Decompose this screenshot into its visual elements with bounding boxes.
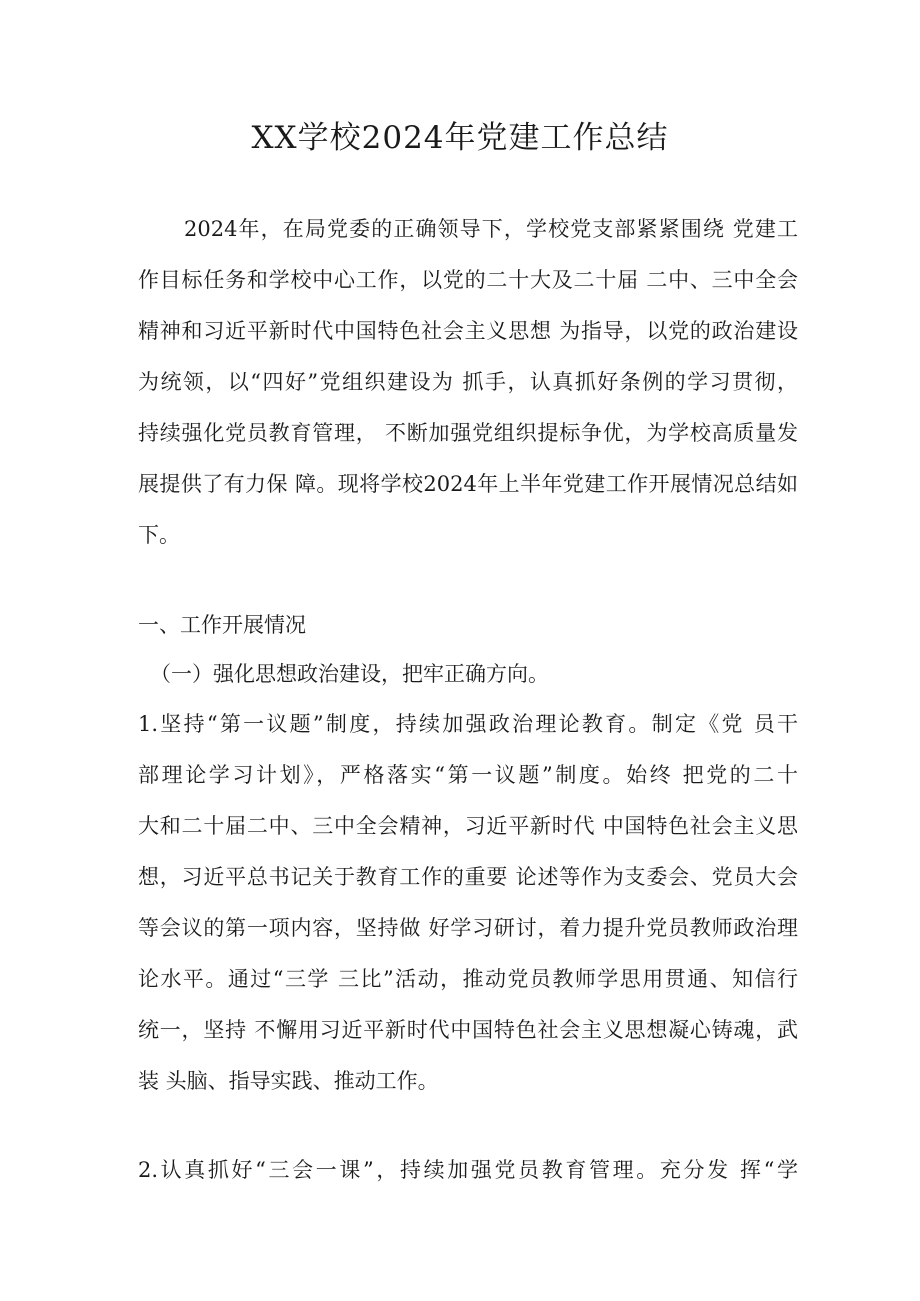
intro-line: 作目标任务和学校中心工作，以党的二十大及二十届 二中、三中全会: [138, 268, 798, 292]
item-one-line: 论水平。通过“三学 三比”活动，推动党员教师学思用贯通、知信行: [138, 967, 798, 991]
intro-line: 下。: [138, 523, 180, 547]
section-heading: 一、工作开展情况: [138, 613, 306, 637]
intro-line: 精神和习近平新时代中国特色社会主义思想 为指导，以党的政治建设: [138, 319, 798, 343]
item-one-line: 装 头脑、指导实践、推动工作。: [138, 1069, 439, 1093]
intro-line: 展提供了有力保 障。现将学校2024年上半年党建工作开展情况总结如: [138, 472, 798, 496]
item-one-line: 等会议的第一项内容，坚持做 好学习研讨，着力提升党员教师政治理: [138, 916, 798, 940]
item-one-line: 想，习近平总书记关于教育工作的重要 论述等作为支委会、党员大会: [138, 865, 798, 889]
subsection-heading: （一）强化思想政治建设，把牢正确方向。: [150, 662, 549, 686]
document-title: XX学校2024年党建工作总结: [251, 120, 669, 156]
item-one-line: 1.坚持“第一议题”制度，持续加强政治理论教育。制定《党 员干: [138, 712, 798, 736]
item-one-line: 大和二十届二中、三中全会精神，习近平新时代 中国特色社会主义思: [138, 814, 798, 838]
intro-line: 持续强化党员教育管理， 不断加强党组织提标争优，为学校高质量发: [138, 421, 798, 445]
item-one-line: 统一，坚持 不懈用习近平新时代中国特色社会主义思想凝心铸魂，武: [138, 1018, 798, 1042]
item-one-line: 部理论学习计划》，严格落实“第一议题”制度。始终 把党的二十: [138, 763, 798, 787]
intro-line: 为统领，以“四好”党组织建设为 抓手，认真抓好条例的学习贯彻，: [138, 370, 798, 394]
intro-line: 2024年，在局党委的正确领导下，学校党支部紧紧围绕 党建工: [184, 217, 798, 241]
item-two-line: 2.认真抓好“三会一课”，持续加强党员教育管理。充分发 挥“学: [138, 1158, 798, 1182]
